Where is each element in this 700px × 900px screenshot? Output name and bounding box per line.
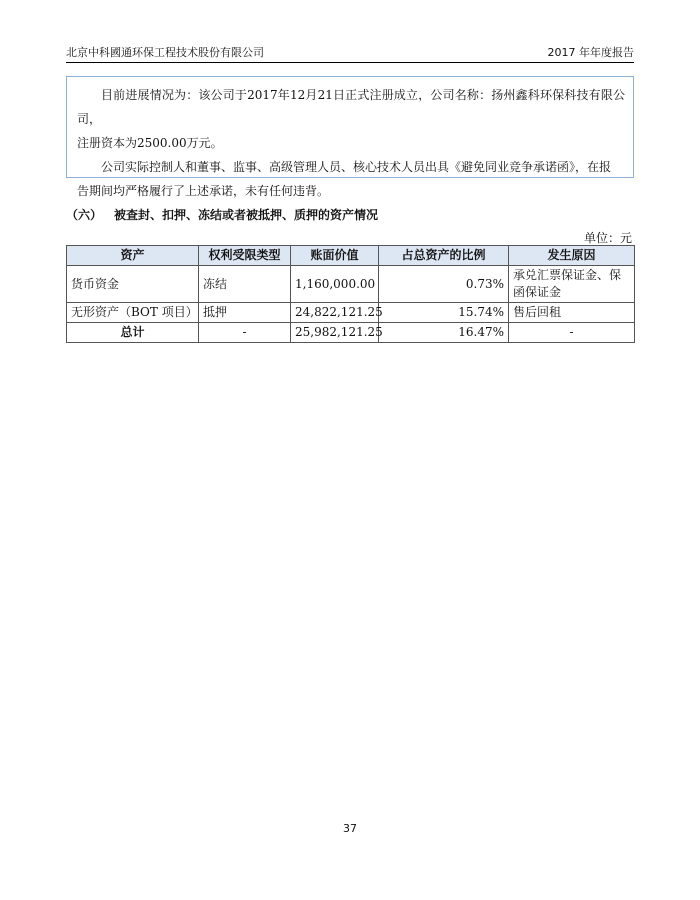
cell-total-ratio: 16.47% (379, 323, 509, 343)
cell-type: 冻结 (199, 266, 291, 303)
cell-reason: 承兑汇票保证金、保函保证金 (509, 266, 635, 303)
cell-value: 24,822,121.25 (291, 303, 379, 323)
table-row (67, 303, 635, 323)
cell-value: 1,160,000.00 (291, 266, 379, 303)
paragraph-commitment-line2: 告期间均严格履行了上述承诺，未有任何违背。 (77, 184, 330, 198)
cell-ratio: 0.73% (379, 266, 509, 303)
unit-label: 单位：元 (583, 231, 632, 245)
progress-text-box (66, 76, 634, 198)
column-header: 发生原因 (509, 246, 635, 266)
page-number: 37 (343, 822, 357, 835)
restricted-assets-table (66, 245, 635, 343)
column-header: 权利受限类型 (199, 246, 291, 266)
cell-asset: 无形资产（BOT 项目） (67, 303, 199, 323)
header-company: 北京中科國通环保工程技术股份有限公司 (66, 46, 264, 59)
header-divider (66, 62, 634, 63)
section-heading (66, 206, 378, 223)
paragraph-progress-line1: 目前进展情况为：该公司于2017年12月21日正式注册成立，公司名称：扬州鑫科环保科技有限公司， (77, 88, 625, 126)
cell-total-type: - (199, 323, 291, 343)
cell-ratio: 15.74% (379, 303, 509, 323)
column-header: 账面价值 (291, 246, 379, 266)
cell-total-value: 25,982,121.25 (291, 323, 379, 343)
column-header: 资产 (67, 246, 199, 266)
cell-type: 抵押 (199, 303, 291, 323)
cell-asset: 货币资金 (67, 266, 199, 303)
cell-reason: 售后回租 (509, 303, 635, 323)
paragraph-commitment-line1: 公司实际控制人和董事、监事、高级管理人员、核心技术人员出具《避免同业竞争承诺函》，在报 (101, 160, 612, 174)
column-header: 占总资产的比例 (379, 246, 509, 266)
table-total-row (67, 323, 635, 343)
cell-total-reason: - (509, 323, 635, 343)
table-row (67, 266, 635, 303)
header-report-title: 2017 年年度报告 (547, 46, 634, 59)
section-title: 被查封、扣押、冻结或者被抵押、质押的资产情况 (114, 208, 379, 222)
paragraph-progress-line2: 注册资本为2500.00万元。 (77, 136, 223, 150)
section-number: （六） (66, 208, 103, 222)
table-header-row (67, 246, 635, 266)
cell-total-label: 总计 (67, 323, 199, 343)
